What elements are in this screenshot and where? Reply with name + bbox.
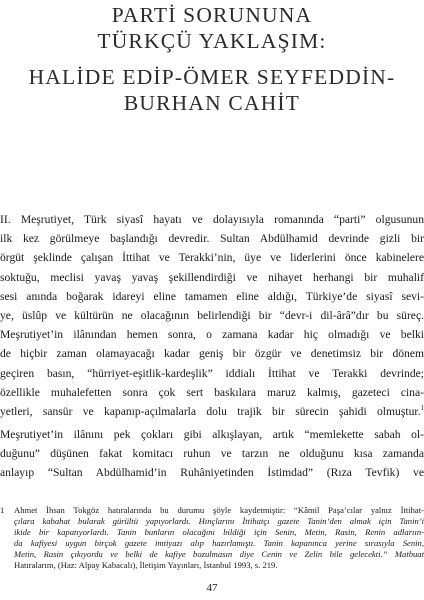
text-line: de hiçbir zaman olamayacağı kadar geniş bir özgür ve denetimsiz bir dönem bbox=[0, 347, 424, 361]
footnote-line: Metin, Rasin çıkıyordu ve belki de kafiye bozulmasın diye Cenin ve Zelin bile gelecekti.” Matbuat bbox=[14, 549, 424, 559]
text-line: sesi anında boğarak idareyi eline tamamen eline aldığı, Türkiye’de siyasî sevi- bbox=[0, 289, 424, 303]
footnote-ref: 1 bbox=[420, 404, 424, 413]
paragraph bbox=[0, 425, 424, 483]
subtitle-line: HALİDE EDİP-ÖMER SEYFEDDİN- bbox=[28, 65, 396, 89]
chapter-title bbox=[0, 2, 424, 116]
text-line: anlayıp “Sultan Abdülhamid’in Ruhâniyetinden İstimdad” (Rıza Tevfik) ve bbox=[0, 466, 424, 480]
text-line: ilk kez görülmeye başlandığı devredir. Sultan Abdülhamid devrinde gizli bir bbox=[0, 232, 424, 246]
text-line: ye, üslûp ve kültürün ne olacağının belirlendiği bir “devr-i dil-ârâ”dır bu süreç. bbox=[0, 308, 424, 322]
text-line: duğunu” düşünen fakat komitacı ruhun ve tarzın ne olduğunu kısa zamanda bbox=[0, 447, 424, 461]
text-line: Meşrutiyet’in ilânından hemen sonra, o zamana kadar hiç olmadığı ve belki bbox=[0, 328, 424, 342]
footnote-line: Hatıralarım, (Haz: Alpay Kabacalı), İletişim Yayınları, İstanbul 1993, s. 219. bbox=[14, 560, 278, 570]
text-line: II. Meşrutiyet, Türk siyasî hayatı ve dolayısıyla romanında “parti” olgusunun bbox=[0, 213, 424, 226]
subtitle-line: BURHAN CAHİT bbox=[123, 91, 301, 115]
text-line: Meşrutiyet’in ilânını pek çokları gibi alkışlayan, artık “memlekette sabah ol- bbox=[0, 428, 424, 442]
title-line: TÜRKÇÜ YAKLAŞIM: bbox=[97, 29, 327, 53]
text-line: geçiren basın, “hürriyet-eşitlik-kardeşlik” iddialı İttihat ve Terakki devrinde; bbox=[0, 366, 424, 380]
page-number: 47 bbox=[206, 582, 218, 594]
footnotes bbox=[0, 505, 424, 571]
body-text bbox=[0, 210, 424, 483]
footnote-number: 1 bbox=[0, 505, 5, 515]
footnote-line: çılara kabahat bularak gürültü yapıyorlardı. Hınçlarını İttihatçı gazete Tanin’den almak için Tanin’i bbox=[14, 516, 424, 526]
text-line: soktuğu, meclisi yavaş yavaş şekillendirdiği ve nihayet herhangi bir muhalif bbox=[0, 270, 424, 284]
footnote-text: Ahmet İhsan Tokgöz hatıralarında bu durumu şöyle kaydetmiştir: “Kâmil Paşa’cılar yalnız İttihat- bbox=[14, 505, 424, 515]
title-line: PARTİ SORUNUNA bbox=[111, 3, 313, 27]
footnote-line: da kafiyesi uygun birçok gazete imtiyazı alıp hazırlamıştı. Tanin kapanınca yerine sırasıyla Senin, bbox=[14, 538, 424, 548]
text-line: özellikle muhalefetten sonra çok sert baskılara maruz kalmış, gazeteci cina- bbox=[0, 385, 424, 399]
footnote-line bbox=[0, 505, 424, 516]
paragraph bbox=[0, 210, 424, 421]
text-line-with-footnote bbox=[0, 402, 424, 421]
text-line: yetleri, sansür ve kapanıp-açılmalarla dolu trajik bir sürecin şahidi olmuştur. bbox=[0, 404, 421, 418]
footnote-line: ikide bir kapatıyorlardı. Tanin bunların olacağını bildiği için Senin, Metin, Rasin, Renin adlarıın- bbox=[14, 527, 424, 537]
text-line: örgüt şeklinde çalışan İttihat ve Terakki’nin, üye ve liderlerini önce kabinelere bbox=[0, 251, 424, 265]
